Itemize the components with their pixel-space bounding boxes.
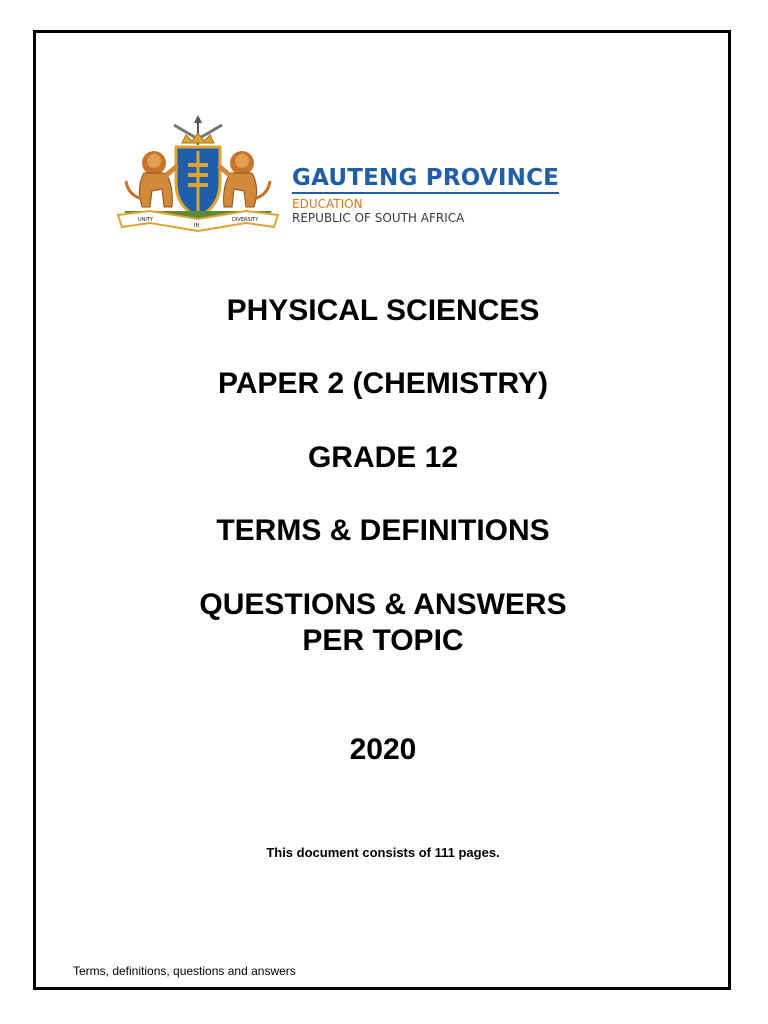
crest-motto-unity: UNITY — [138, 217, 153, 223]
section-qa-title-line1: QUESTIONS & ANSWERS — [199, 588, 567, 621]
grade-title: GRADE 12 — [307, 441, 459, 474]
footer-text: Terms, definitions, questions and answers — [73, 964, 296, 978]
subject-title: PHYSICAL SCIENCES — [226, 294, 540, 327]
section-qa-title-line2: PER TOPIC — [302, 624, 464, 657]
section-terms-title: TERMS & DEFINITIONS — [216, 514, 550, 547]
paper-title: PAPER 2 (CHEMISTRY) — [217, 367, 549, 400]
logo-department: EDUCATION — [292, 197, 363, 211]
coat-of-arms-icon — [114, 115, 282, 233]
logo-text — [292, 165, 559, 225]
gauteng-education-logo — [114, 115, 574, 233]
year-title: 2020 — [349, 733, 417, 766]
crest-motto-in: IN — [194, 223, 200, 229]
logo-country: REPUBLIC OF SOUTH AFRICA — [292, 211, 465, 225]
logo-province: GAUTENG PROVINCE — [292, 165, 559, 194]
crest-motto-diversity: DIVERSITY — [232, 217, 259, 223]
page-count-note: This document consists of 111 pages. — [266, 845, 500, 860]
